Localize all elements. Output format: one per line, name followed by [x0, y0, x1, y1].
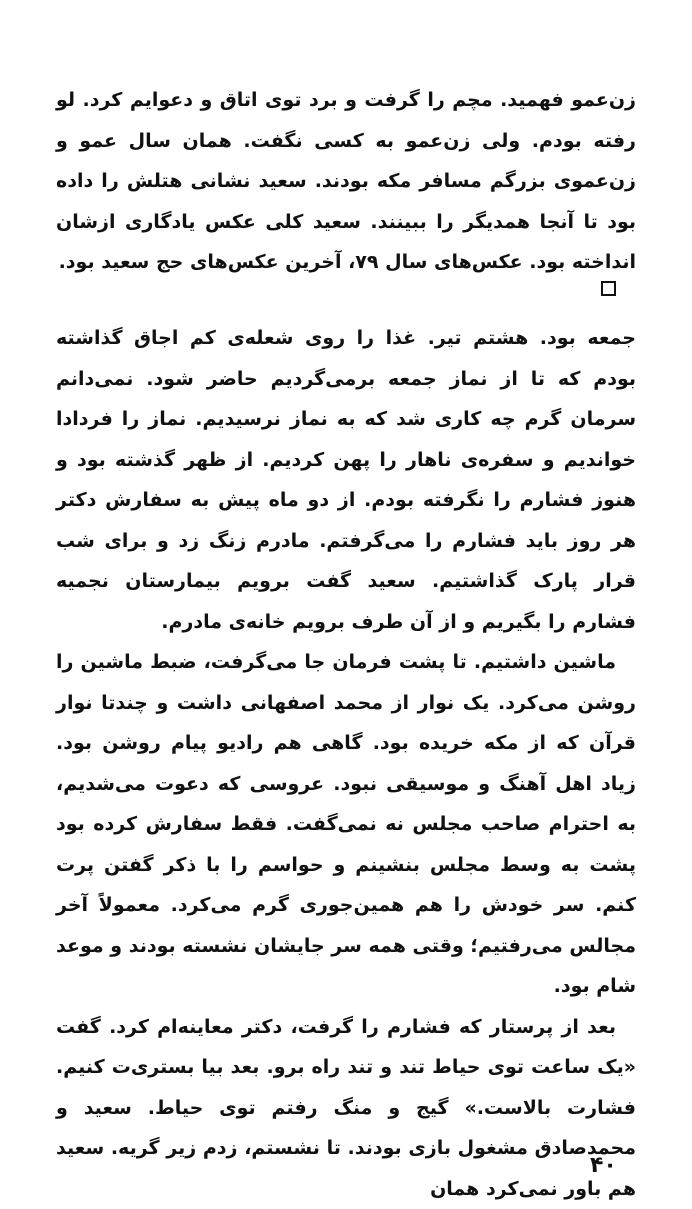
- paragraph-3: ماشین داشتیم. تا پشت فرمان جا می‌گرفت، ضبط ماشین را روشن می‌کرد. یک نوار از محمد اصفهانی داشت و چندتا نوار قرآن که از مکه خریده بود. گاهی هم رادیو پیام روشن بود. زیاد اهل آهنگ و موسیقی نبود. عروسی که دعوت می‌شدیم، به احترام صاحب مجلس نه نمی‌گفت. فقط سفارش کرده بود پشت به وسط مجلس بنشینم و حواسم را با ذکر گفتن پرت کنم. سر خودش را هم همین‌جوری گرم می‌کرد. معمولاً آخر مجالس می‌رفتیم؛ وقتی همه سر جایشان نشسته بودند و موعد شام بود.: [56, 642, 636, 1007]
- page-number: ۴۰: [590, 1153, 617, 1178]
- paragraph-4: بعد از پرستار که فشارم را گرفت، دکتر معاینه‌ام کرد. گفت «یک ساعت توی حیاط تند و تند راه برو. بعد بیا بستری‌ت کنیم. فشارت بالاست.» گیج و منگ رفتم توی حیاط. سعید و محمدصادق مشغول بازی بودند. تا نشستم، زدم زیر گریه. سعید هم باور نمی‌کرد همان: [56, 1007, 636, 1209]
- paragraph-1: زن‌عمو فهمید. مچم را گرفت و برد توی اتاق و دعوایم کرد. لو رفته بودم. ولی زن‌عمو به کسی نگفت. همان سال عمو و زن‌عموی بزرگم مسافر مکه بودند. سعید نشانی هتلش را داده بود تا آنجا همدیگر را ببینند. سعید کلی عکس یادگاری ازشان انداخته بود. عکس‌های سال ۷۹، آخرین عکس‌های حج سعید بود.: [56, 80, 636, 283]
- paragraph-block-top: [56, 80, 636, 283]
- paragraph-block-main: [56, 318, 636, 1209]
- paragraph-2: جمعه بود. هشتم تیر. غذا را روی شعله‌ی کم اجاق گذاشته بودم که تا از نماز جمعه برمی‌گردیم حاضر شود. نمی‌دانم سرمان گرم چه کاری شد که به نماز نرسیدیم. نماز را فردادا خواندیم و سفره‌ی ناهار را پهن کردیم. از ظهر گذشته بود و هنوز فشارم را نگرفته بودم. از دو ماه پیش به سفارش دکتر هر روز باید فشارم را می‌گرفتم. مادرم زنگ زد و برای شب قرار پارک گذاشتیم. سعید گفت برویم بیمارستان نجمیه فشارم را بگیریم و از آن طرف برویم خانه‌ی مادرم.: [56, 318, 636, 642]
- section-break-square-icon: [601, 281, 616, 296]
